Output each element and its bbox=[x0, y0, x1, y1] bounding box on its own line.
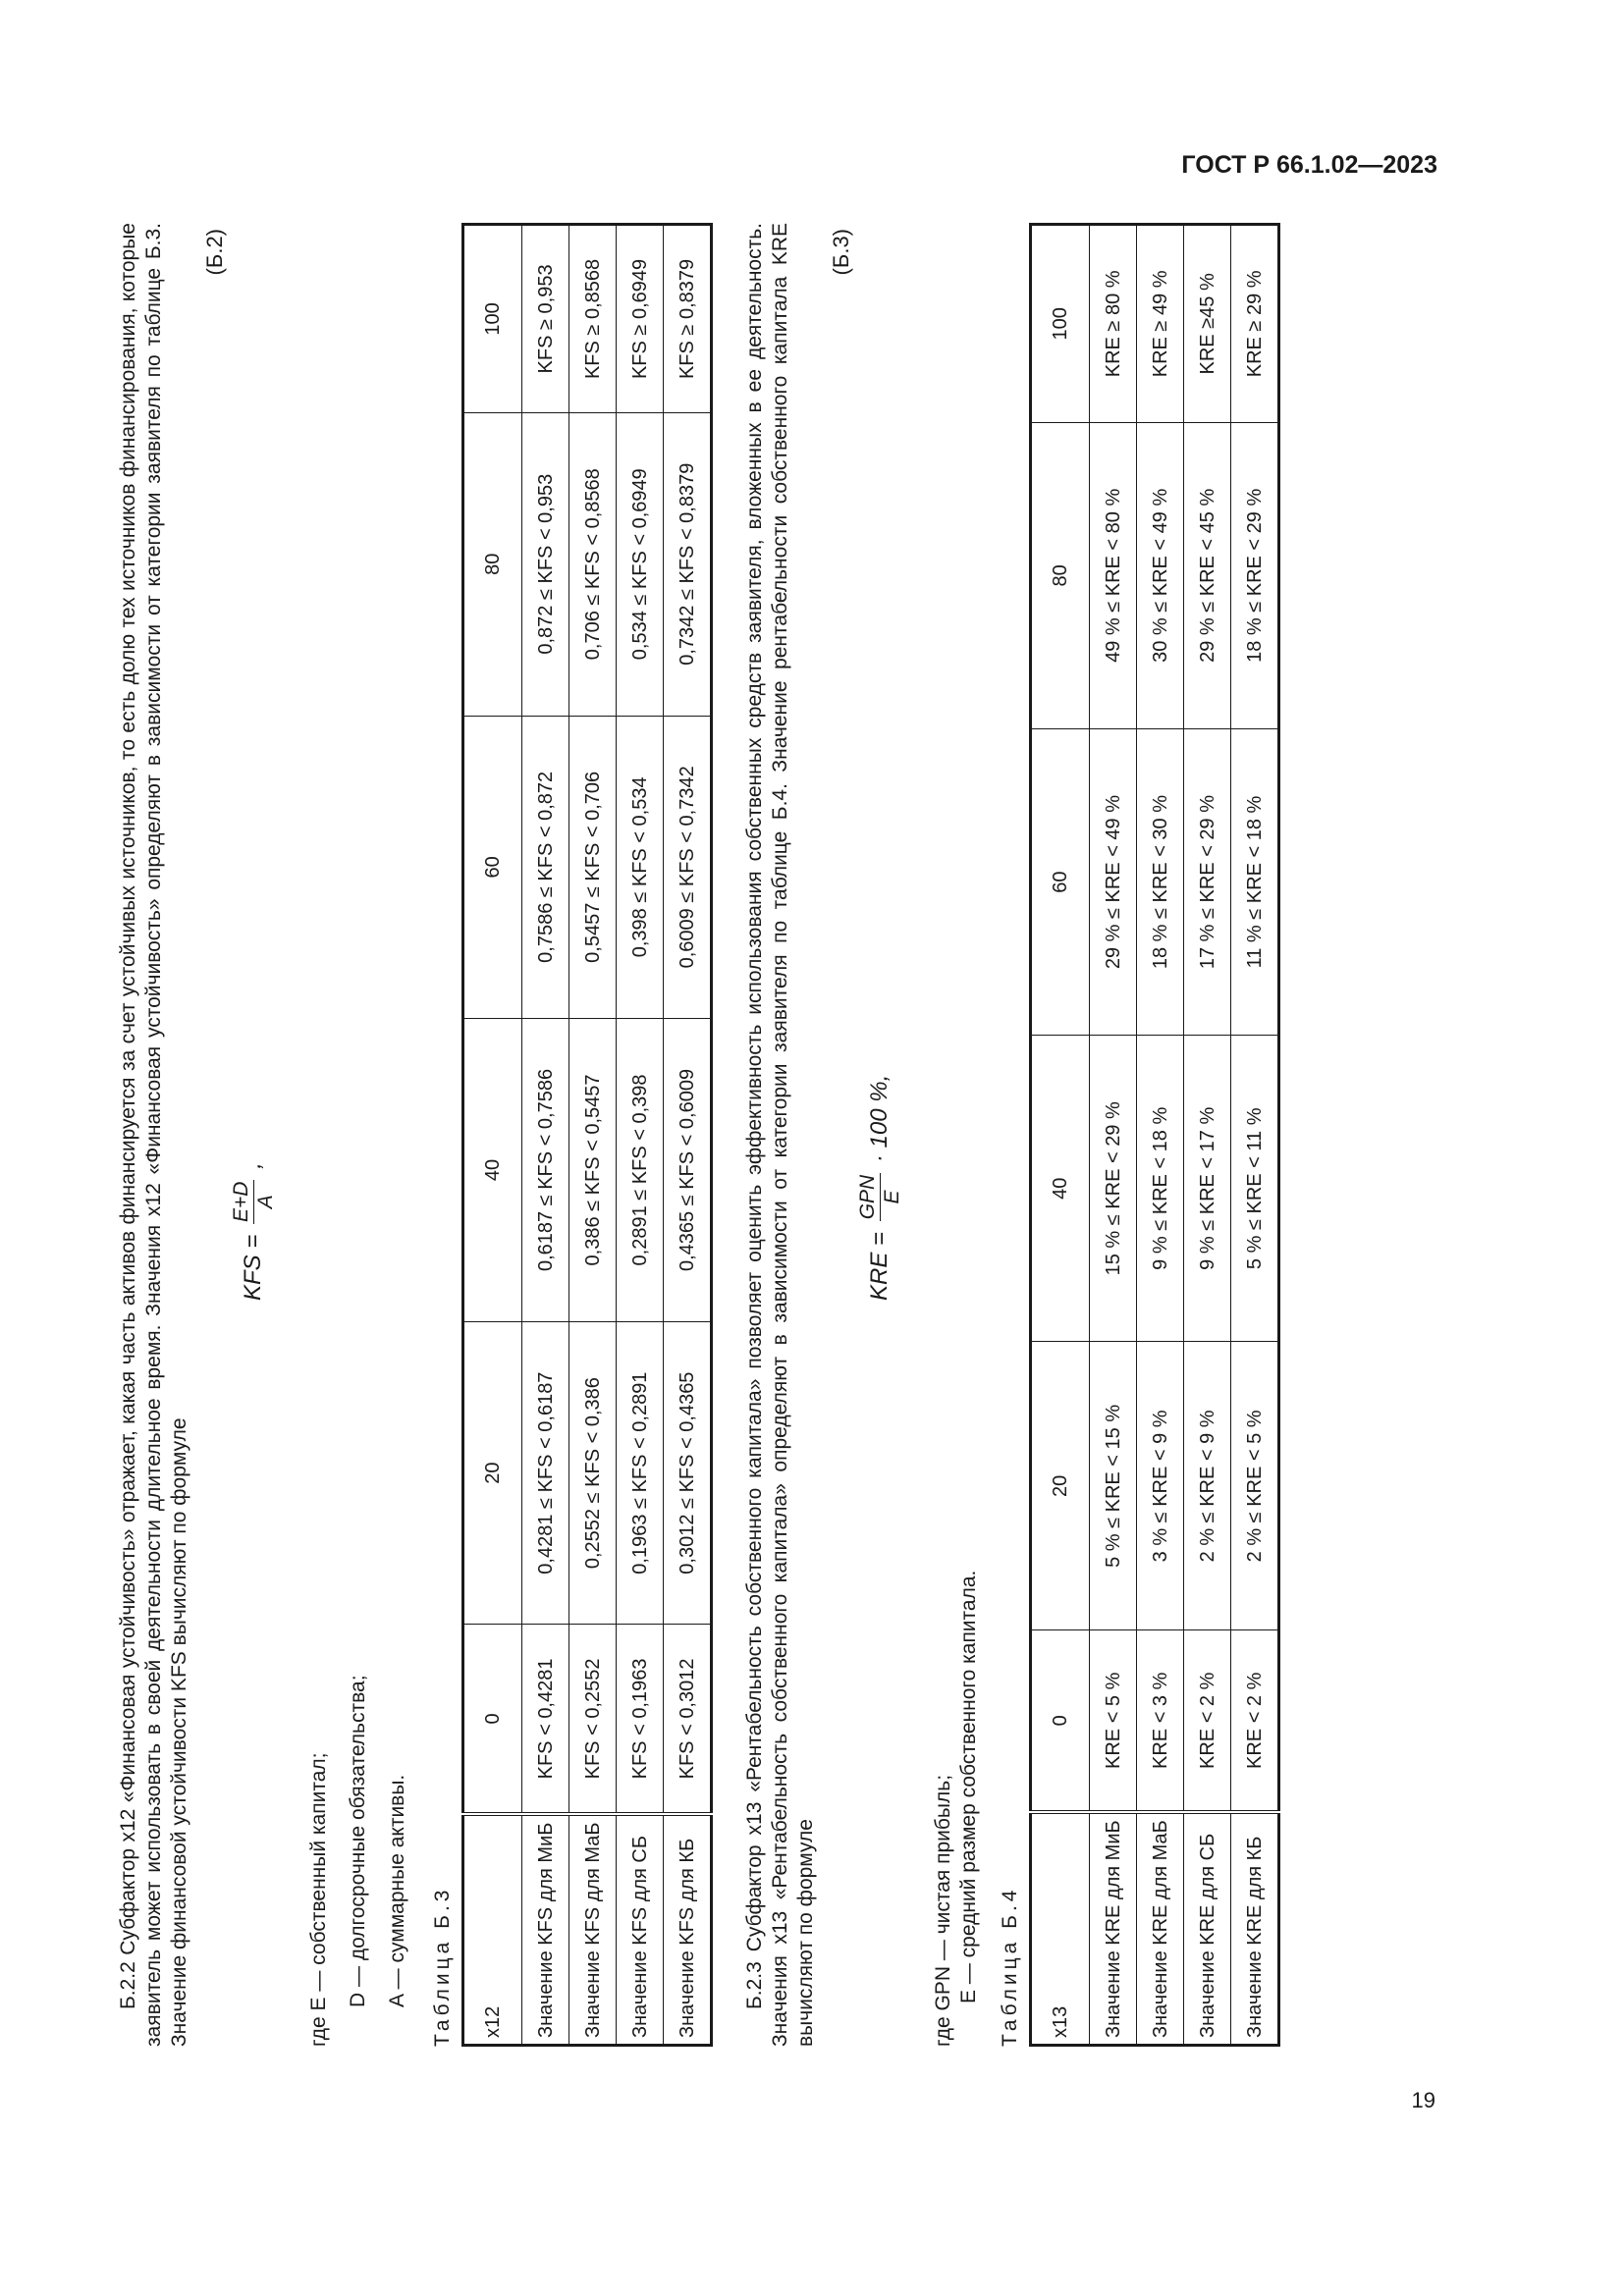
table-cell: 2 % ≤ KRE < 5 % bbox=[1231, 1342, 1279, 1630]
table-cell: KRE < 2 % bbox=[1231, 1630, 1279, 1812]
table-header-row bbox=[1031, 225, 1090, 2046]
table-cell: Значение KFS для СБ bbox=[617, 1814, 664, 2045]
table-cell: 17 % ≤ KRE < 29 % bbox=[1184, 728, 1231, 1035]
table-cell: KFS ≥ 0,6949 bbox=[617, 225, 664, 413]
formula-b3 bbox=[819, 223, 927, 2047]
table-header-cell: 0 bbox=[1031, 1630, 1090, 1812]
table-header-cell: 80 bbox=[463, 412, 522, 716]
table-header-cell: 40 bbox=[463, 1019, 522, 1322]
table-cell: 11 % ≤ KRE < 18 % bbox=[1231, 728, 1279, 1035]
table-cell: 0,1963 ≤ KFS < 0,2891 bbox=[617, 1321, 664, 1625]
table-cell: 2 % ≤ KRE < 9 % bbox=[1184, 1342, 1231, 1630]
section-b23-paragraph: Б.2.3 Субфактор x13 «Рентабельность собственного капитала» позволяет оценить эффективность использования собственных средств заявителя, вложенных в ее деятельность. Значения x13 «Рентабельность собственного капитала» определяют в зависимости от категории заявителя по таблице Б.4. Значение рентабельности собственного капитала KRE вычисляют по формуле bbox=[743, 223, 817, 2047]
table-cell: 0,2552 ≤ KFS < 0,386 bbox=[569, 1321, 617, 1625]
section-b22-paragraph: Б.2.2 Субфактор x12 «Финансовая устойчивость» отражает, какая часть активов финансируется за счет устойчивых источников, то есть долю тех источников финансирования, которые заявитель может использовать в своей деятельности длительное время. Значения x12 «Финансовая устойчивость» определяют в зависимости от категории заявителя по таблице Б.3. Значение финансовой устойчивости KFS вычисляют по формуле bbox=[117, 223, 190, 2047]
table-cell: Значение KRE для МаБ bbox=[1137, 1812, 1184, 2045]
table-b4-caption: Таблица Б.4 bbox=[999, 1886, 1021, 2047]
table-cell: KRE ≥ 80 % bbox=[1090, 225, 1137, 423]
table-cell: Значение KFS для МаБ bbox=[569, 1814, 617, 2045]
table-cell: 29 % ≤ KRE < 45 % bbox=[1184, 422, 1231, 728]
table-cell: 0,5457 ≤ KFS < 0,706 bbox=[569, 716, 617, 1019]
table-cell: 0,398 ≤ KFS < 0,534 bbox=[617, 716, 664, 1019]
table-header-cell: x13 bbox=[1031, 1812, 1090, 2045]
document-header: ГОСТ Р 66.1.02—2023 bbox=[1181, 151, 1437, 179]
where-b2-line-3: A — суммарные активы. bbox=[386, 1774, 408, 2007]
table-cell: 29 % ≤ KRE < 49 % bbox=[1090, 728, 1137, 1035]
table-cell: 18 % ≤ KRE < 29 % bbox=[1231, 422, 1279, 728]
table-cell: KFS < 0,4281 bbox=[522, 1625, 569, 1815]
formula-b2 bbox=[192, 223, 300, 2047]
table-cell: Значение KRE для МиБ bbox=[1090, 1812, 1137, 2045]
formula-b2-denominator: A bbox=[254, 1195, 277, 1209]
table-row bbox=[1184, 225, 1231, 2046]
table-cell: 0,7342 ≤ KFS < 0,8379 bbox=[664, 412, 712, 716]
table-header-cell: x12 bbox=[463, 1814, 522, 2045]
table-cell: 0,3012 ≤ KFS < 0,4365 bbox=[664, 1321, 712, 1625]
formula-b3-denominator: E bbox=[881, 1190, 903, 1204]
table-row bbox=[617, 225, 664, 2046]
table-cell: 18 % ≤ KRE < 30 % bbox=[1137, 728, 1184, 1035]
table-cell: 0,386 ≤ KFS < 0,5457 bbox=[569, 1019, 617, 1322]
table-cell: KFS < 0,3012 bbox=[664, 1625, 712, 1815]
table-cell: 9 % ≤ KRE < 17 % bbox=[1184, 1036, 1231, 1342]
table-header-cell: 60 bbox=[1031, 728, 1090, 1035]
formula-b2-fraction bbox=[230, 1180, 278, 1224]
table-row bbox=[1231, 225, 1279, 2046]
table-header-cell: 40 bbox=[1031, 1036, 1090, 1342]
table-header-cell: 20 bbox=[1031, 1342, 1090, 1630]
table-cell: 0,6009 ≤ KFS < 0,7342 bbox=[664, 716, 712, 1019]
table-row bbox=[1090, 225, 1137, 2046]
table-cell: 0,4365 ≤ KFS < 0,6009 bbox=[664, 1019, 712, 1322]
formula-b2-label: (Б.2) bbox=[202, 229, 227, 276]
table-cell: Значение KRE для СБ bbox=[1184, 1812, 1231, 2045]
table-row bbox=[569, 225, 617, 2046]
where-b3-line-2: E — средний размер собственного капитала. bbox=[957, 1570, 980, 2003]
formula-b3-fraction bbox=[856, 1173, 904, 1222]
table-cell: 0,4281 ≤ KFS < 0,6187 bbox=[522, 1321, 569, 1625]
rotated-page-body bbox=[116, 223, 1432, 2047]
table-cell: KRE < 3 % bbox=[1137, 1630, 1184, 1812]
table-cell: KRE < 2 % bbox=[1184, 1630, 1231, 1812]
table-cell: 3 % ≤ KRE < 9 % bbox=[1137, 1342, 1184, 1630]
table-cell: 30 % ≤ KRE < 49 % bbox=[1137, 422, 1184, 728]
table-cell: KFS ≥ 0,8379 bbox=[664, 225, 712, 413]
table-b3-caption: Таблица Б.3 bbox=[431, 1886, 454, 2047]
table-cell: 0,7586 ≤ KFS < 0,872 bbox=[522, 716, 569, 1019]
table-header-cell: 100 bbox=[463, 225, 522, 413]
table-header-cell: 20 bbox=[463, 1321, 522, 1625]
table-cell: KFS < 0,1963 bbox=[617, 1625, 664, 1815]
table-cell: 9 % ≤ KRE < 18 % bbox=[1137, 1036, 1184, 1342]
table-header-cell: 0 bbox=[463, 1625, 522, 1815]
table-cell: KRE ≥ 49 % bbox=[1137, 225, 1184, 423]
table-cell: 15 % ≤ KRE < 29 % bbox=[1090, 1036, 1137, 1342]
table-cell: 5 % ≤ KRE < 11 % bbox=[1231, 1036, 1279, 1342]
table-cell: Значение KRE для КБ bbox=[1231, 1812, 1279, 2045]
table-cell: KFS ≥ 0,8568 bbox=[569, 225, 617, 413]
table-row bbox=[522, 225, 569, 2046]
table-header-cell: 60 bbox=[463, 716, 522, 1019]
table-cell: Значение KFS для КБ bbox=[664, 1814, 712, 2045]
formula-b2-lhs: KFS = bbox=[239, 1234, 266, 1301]
table-cell: KRE ≥45 % bbox=[1184, 225, 1231, 423]
table-row bbox=[1137, 225, 1184, 2046]
where-b2-line-2: D — долгосрочные обязательства; bbox=[347, 1675, 369, 2007]
table-header-row bbox=[463, 225, 522, 2046]
table-cell: 0,2891 ≤ KFS < 0,398 bbox=[617, 1019, 664, 1322]
formula-b3-numerator: GPN bbox=[856, 1174, 879, 1220]
table-b3 bbox=[461, 223, 713, 2047]
table-cell: 0,872 ≤ KFS < 0,953 bbox=[522, 412, 569, 716]
table-cell: KRE < 5 % bbox=[1090, 1630, 1137, 1812]
table-cell: Значение KFS для МиБ bbox=[522, 1814, 569, 2045]
formula-b2-numerator: E+D bbox=[230, 1181, 252, 1222]
table-cell: 5 % ≤ KRE < 15 % bbox=[1090, 1342, 1137, 1630]
formula-b2-tail: , bbox=[239, 1162, 266, 1169]
page-number: 19 bbox=[1411, 2088, 1435, 2112]
table-cell: 49 % ≤ KRE < 80 % bbox=[1090, 422, 1137, 728]
table-cell: KRE ≥ 29 % bbox=[1231, 225, 1279, 423]
formula-b3-tail: · 100 %, bbox=[865, 1074, 893, 1163]
table-b4 bbox=[1029, 223, 1280, 2047]
formula-b3-lhs: KRE = bbox=[865, 1231, 893, 1301]
formula-b3-label: (Б.3) bbox=[829, 229, 853, 276]
table-header-cell: 80 bbox=[1031, 422, 1090, 728]
table-row bbox=[664, 225, 712, 2046]
table-cell: KFS ≥ 0,953 bbox=[522, 225, 569, 413]
table-cell: 0,6187 ≤ KFS < 0,7586 bbox=[522, 1019, 569, 1322]
where-b3-line-1: где GPN — чистая прибыль; bbox=[932, 1774, 954, 2047]
table-cell: KFS < 0,2552 bbox=[569, 1625, 617, 1815]
where-b2-line-1: где E — собственный капитал; bbox=[307, 1752, 330, 2047]
table-cell: 0,534 ≤ KFS < 0,6949 bbox=[617, 412, 664, 716]
table-cell: 0,706 ≤ KFS < 0,8568 bbox=[569, 412, 617, 716]
table-header-cell: 100 bbox=[1031, 225, 1090, 423]
